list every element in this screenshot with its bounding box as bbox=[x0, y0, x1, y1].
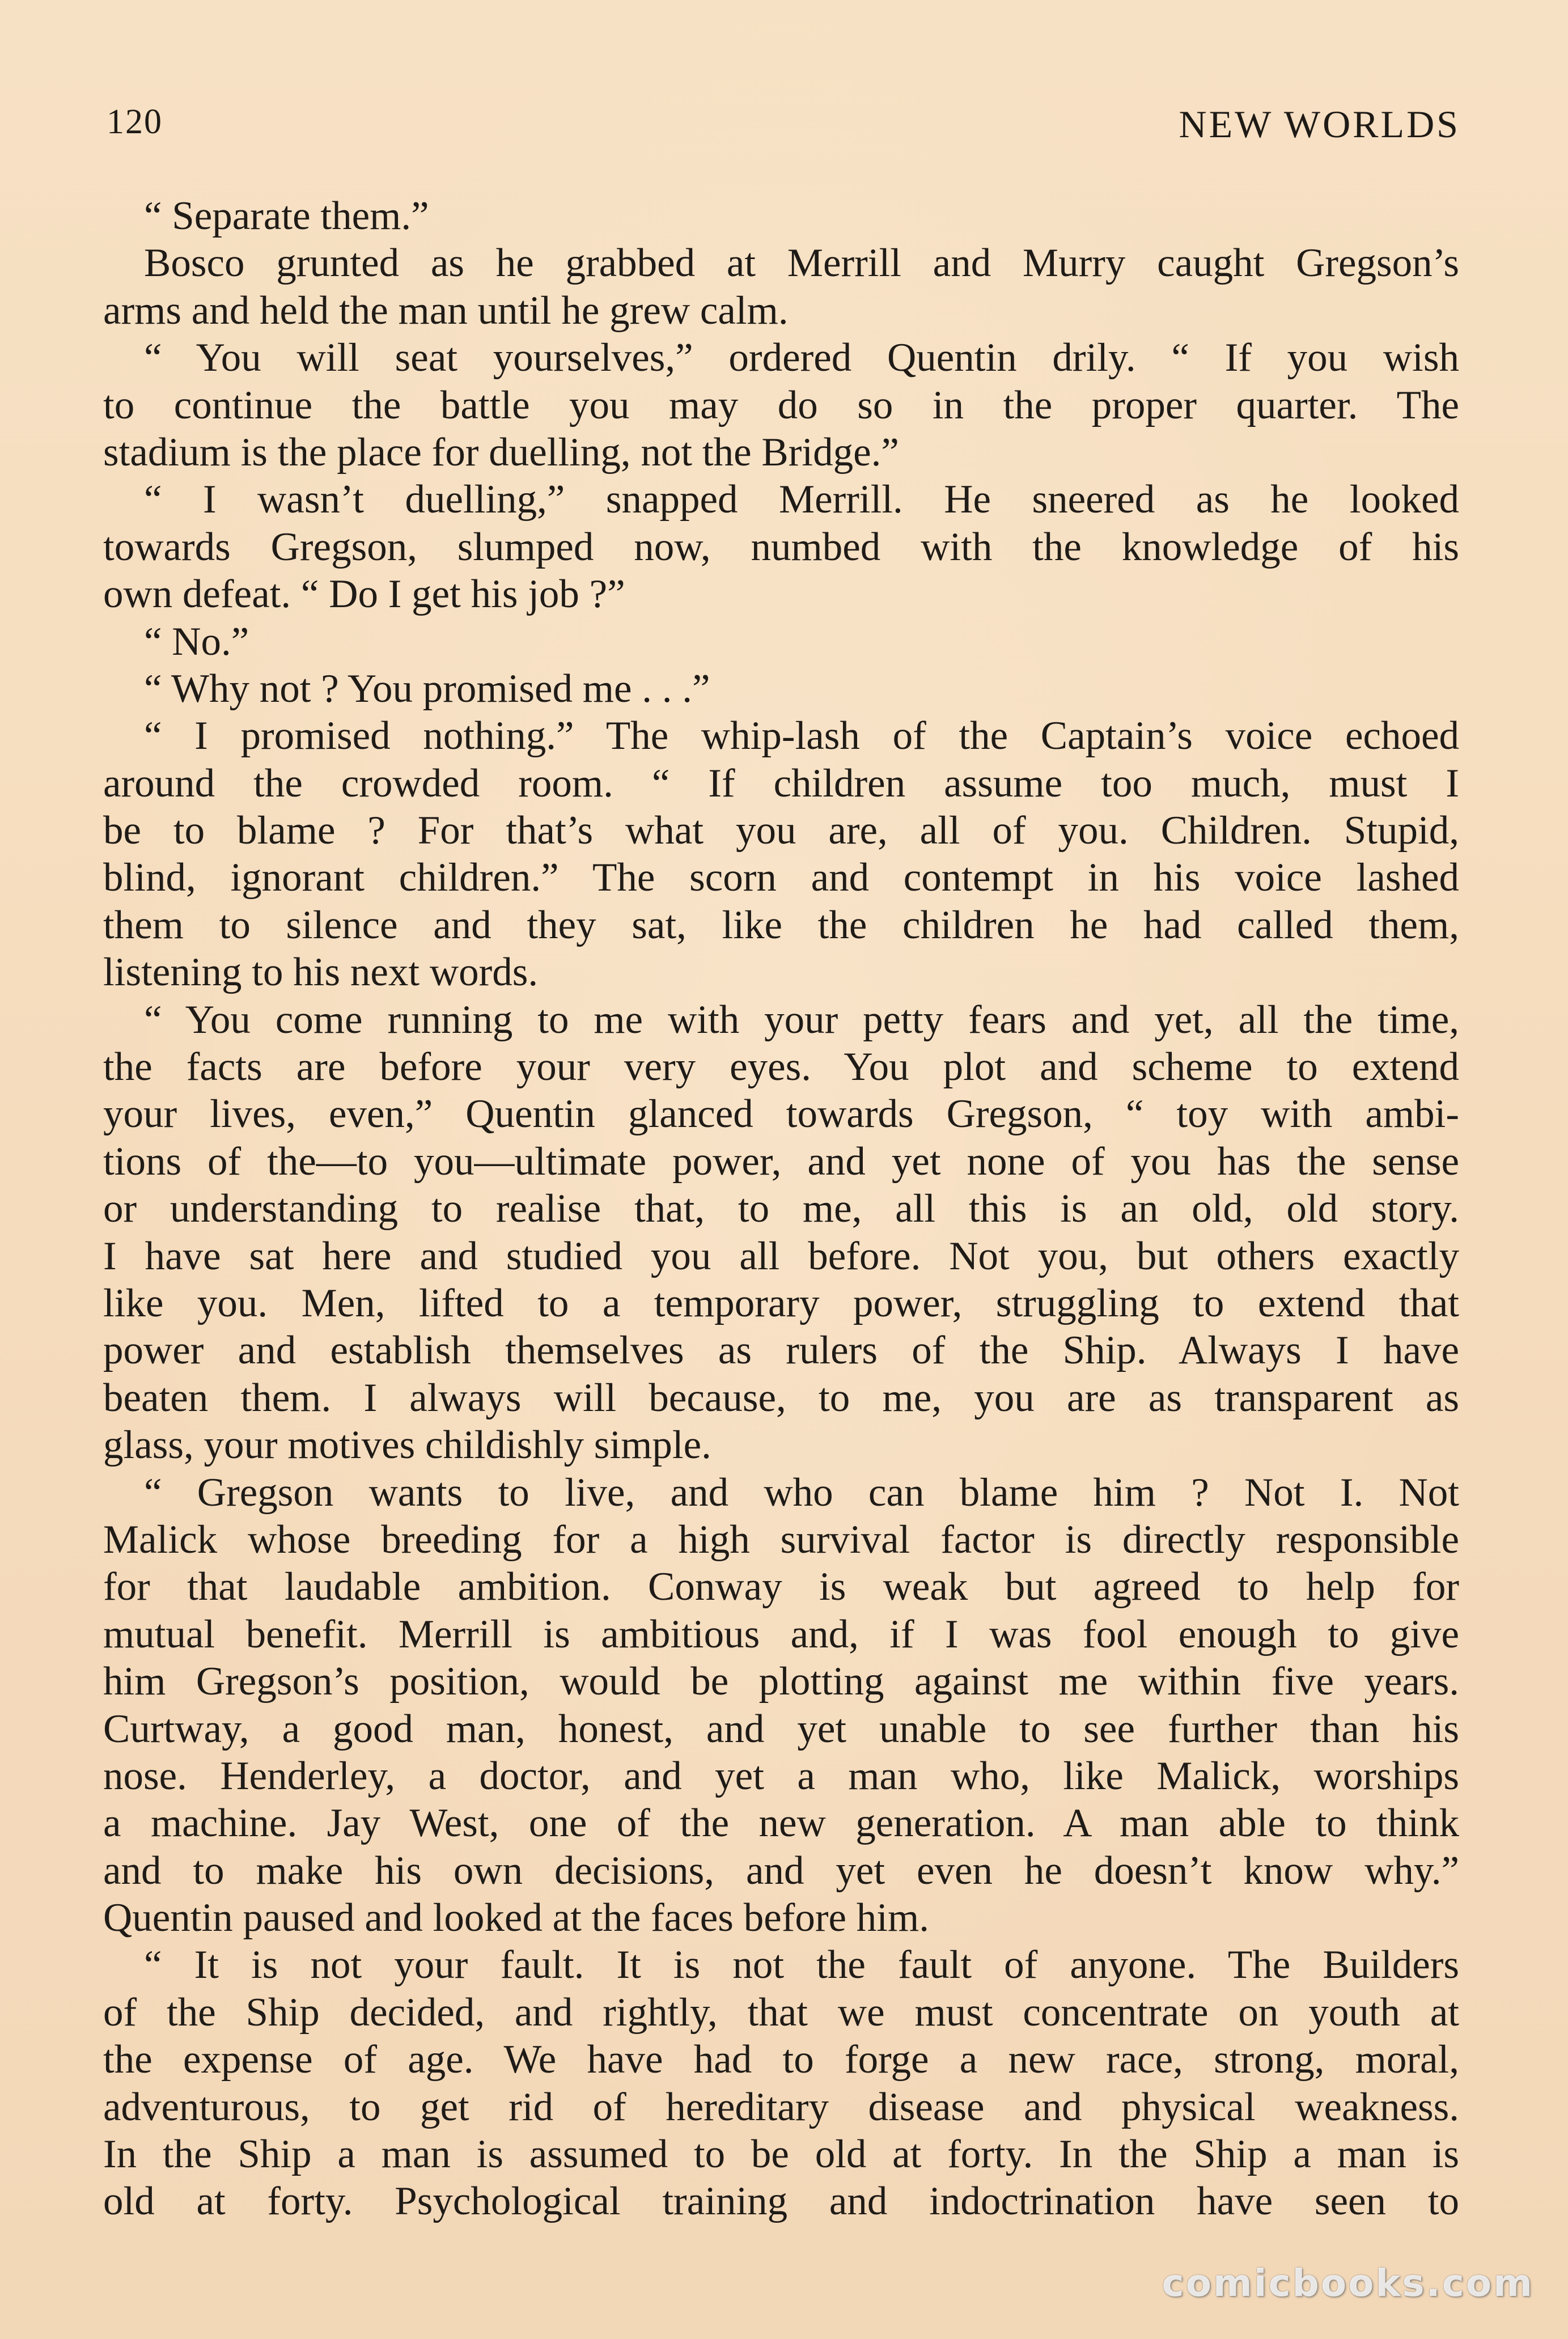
text-line: Curtway, a good man, honest, and yet unable to see further than his bbox=[103, 1706, 1459, 1751]
text-line: beaten them. I always will because, to me, you are as transparent as bbox=[103, 1375, 1459, 1420]
text-line: to continue the battle you may do so in the proper quarter. The bbox=[103, 383, 1459, 427]
text-line: “ It is not your fault. It is not the fault of anyone. The Builders bbox=[144, 1943, 1459, 1988]
text-line: of the Ship decided, and rightly, that we must concentrate on youth at bbox=[103, 1990, 1459, 2035]
text-line: Malick whose breeding for a high survival factor is directly responsible bbox=[103, 1517, 1459, 1562]
watermark: comicbooks.com bbox=[1162, 2261, 1534, 2305]
text-line: “ No.” bbox=[144, 619, 249, 664]
text-line: for that laudable ambition. Conway is weak but agreed to help for bbox=[103, 1565, 1459, 1609]
text-line: your lives, even,” Quentin glanced towards Gregson, “ toy with ambi- bbox=[103, 1092, 1459, 1137]
page-number: 120 bbox=[107, 103, 163, 141]
text-line: a machine. Jay West, one of the new generation. A man able to think bbox=[103, 1801, 1459, 1846]
text-line: power and establish themselves as rulers of the Ship. Always I have bbox=[103, 1328, 1459, 1373]
text-line: nose. Henderley, a doctor, and yet a man who, like Malick, worships bbox=[103, 1753, 1459, 1798]
text-line: him Gregson’s position, would be plotting against me within five years. bbox=[103, 1659, 1459, 1704]
text-line: “ Gregson wants to live, and who can blame him ? Not I. Not bbox=[144, 1470, 1459, 1515]
text-line: listening to his next words. bbox=[103, 950, 539, 995]
text-line: old at forty. Psychological training and indoctrination have seen to bbox=[103, 2179, 1459, 2224]
text-line: be to blame ? For that’s what you are, all of you. Children. Stupid, bbox=[103, 808, 1459, 853]
page-header bbox=[102, 96, 1460, 153]
text-line: mutual benefit. Merrill is ambitious and, if I was fool enough to give bbox=[103, 1612, 1459, 1656]
text-line: arms and held the man until he grew calm. bbox=[103, 288, 789, 333]
text-line: “ I wasn’t duelling,” snapped Merrill. He sneered as he looked bbox=[144, 477, 1459, 522]
text-line: the facts are before your very eyes. You plot and scheme to extend bbox=[103, 1045, 1459, 1090]
text-line: “ You will seat yourselves,” ordered Quentin drily. “ If you wish bbox=[144, 336, 1459, 380]
text-line: and to make his own decisions, and yet even he doesn’t know why.” bbox=[103, 1848, 1459, 1893]
text-line: own defeat. “ Do I get his job ?” bbox=[103, 572, 625, 617]
text-line: “ Why not ? You promised me . . .” bbox=[144, 666, 710, 711]
text-line: stadium is the place for duelling, not the Bridge.” bbox=[103, 430, 899, 474]
text-line: like you. Men, lifted to a temporary power, struggling to extend that bbox=[103, 1281, 1459, 1325]
text-line: In the Ship a man is assumed to be old at forty. In the Ship a man is bbox=[103, 2132, 1459, 2177]
text-line: I have sat here and studied you all before. Not you, but others exactly bbox=[103, 1234, 1459, 1278]
text-line: the expense of age. We have had to forge a new race, strong, moral, bbox=[103, 2037, 1459, 2082]
body-text bbox=[103, 193, 1459, 2226]
running-head: NEW WORLDS bbox=[1179, 103, 1460, 146]
text-line: them to silence and they sat, like the children he had called them, bbox=[103, 902, 1459, 947]
text-line: “ I promised nothing.” The whip-lash of the Captain’s voice echoed bbox=[144, 714, 1459, 759]
text-line: blind, ignorant children.” The scorn and contempt in his voice lashed bbox=[103, 855, 1459, 900]
text-line: or understanding to realise that, to me, all this is an old, old story. bbox=[103, 1187, 1459, 1231]
text-line: adventurous, to get rid of hereditary disease and physical weakness. bbox=[103, 2084, 1459, 2129]
text-line: Bosco grunted as he grabbed at Merrill and Murry caught Gregson’s bbox=[144, 241, 1459, 286]
text-line: “ You come running to me with your petty fears and yet, all the time, bbox=[144, 997, 1459, 1042]
text-line: around the crowded room. “ If children assume too much, must I bbox=[103, 761, 1459, 806]
text-line: glass, your motives childishly simple. bbox=[103, 1423, 711, 1468]
text-line: tions of the—to you—ultimate power, and yet none of you has the sense bbox=[103, 1139, 1459, 1184]
text-line: “ Separate them.” bbox=[144, 194, 429, 238]
text-line: towards Gregson, slumped now, numbed with the knowledge of his bbox=[103, 524, 1459, 569]
text-line: Quentin paused and looked at the faces before him. bbox=[103, 1896, 929, 1940]
